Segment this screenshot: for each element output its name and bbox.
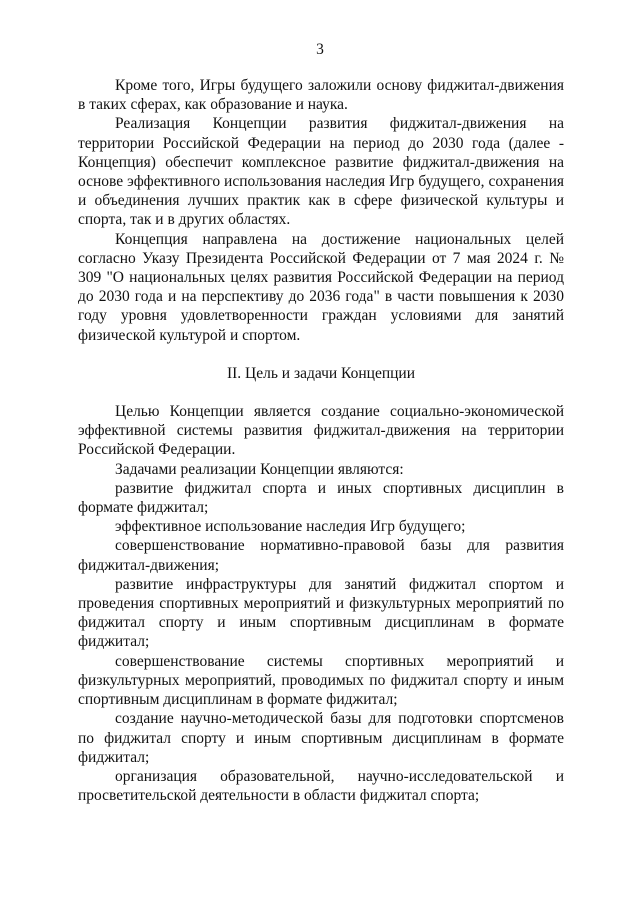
paragraph-intro-1: Кроме того, Игры будущего заложили основу фиджитал-движения в таких сферах, как образование и наука.: [78, 77, 564, 114]
document-body: [78, 76, 564, 805]
task-item-5: совершенствование системы спортивных мероприятий и физкультурных мероприятий, проводимых по фиджитал спорту и иным спортивным дисциплинам в формате фиджитал;: [78, 652, 564, 709]
task-item-1: развитие фиджитал спорта и иных спортивных дисциплин в формате фиджитал;: [78, 479, 564, 517]
task-item-6: создание научно-методической базы для подготовки спортсменов по фиджитал спорту и иным спортивным дисциплинам в формате фиджитал;: [78, 710, 564, 766]
paragraph-tasks-intro: Задачами реализации Концепции являются:: [115, 460, 404, 478]
paragraph-intro-2: Реализация Концепции развития фиджитал-движения на территории Российской Федерации на период до 2030 года (далее - Концепция) обеспечит комплексное развитие фиджитал-движения на основе эффективного использования наследия Игр будущего, сохранения и объединения лучших практик как в сфере физической культуры и спорта, так и в других областях.: [78, 115, 564, 229]
task-item-2: эффективное использование наследия Игр будущего;: [115, 518, 466, 536]
task-item-7: организация образовательной, научно-исследовательской и просветительской деятельности в области фиджитал спорта;: [78, 767, 564, 805]
paragraph-intro-3: Концепция направлена на достижение национальных целей согласно Указу Президента Российской Федерации от 7 мая 2024 г. № 309 "О национальных целях развития Российской Федерации на период до 2030 года и на перспективу до 2036 года" в части повышения к 2030 году уровня удовлетворенности граждан условиями для занятий физической культурой и спортом.: [78, 230, 564, 344]
task-item-4: развитие инфраструктуры для занятий фиджитал спортом и проведения спортивных мероприятий и физкультурных мероприятий по фиджитал спорту и иным спортивным дисциплинам в формате фиджитал;: [78, 575, 564, 651]
paragraph-goal: Целью Концепции является создание социально-экономической эффективной системы развития фиджитал-движения на территории Российской Федерации.: [78, 403, 564, 459]
page-number: 3: [316, 41, 324, 58]
section-heading: II. Цель и задачи Концепции: [226, 364, 416, 382]
task-item-3: совершенствование нормативно-правовой базы для развития фиджитал-движения;: [78, 537, 564, 574]
